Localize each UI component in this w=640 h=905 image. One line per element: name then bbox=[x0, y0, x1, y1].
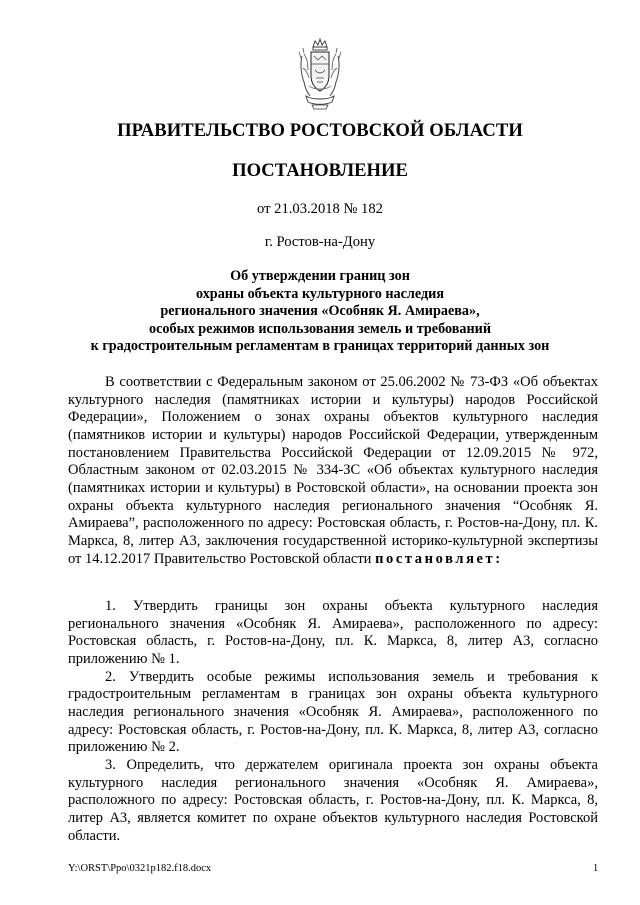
subject-line: охраны объекта культурного наследия bbox=[195, 285, 445, 302]
date-and-number: от 21.03.2018 № 182 bbox=[257, 201, 383, 217]
file-path: Y:\ORST\Ppo\0321p182.f18.docx bbox=[68, 863, 212, 874]
preamble-paragraph bbox=[68, 374, 598, 568]
resolves-keyword: постановляет: bbox=[375, 550, 503, 567]
city-line: г. Ростов-на-Дону bbox=[264, 234, 376, 250]
subject-line: регионального значения «Особняк Я. Амираева», bbox=[160, 303, 480, 320]
document-type: ПОСТАНОВЛЕНИЕ bbox=[232, 160, 408, 181]
document-subject bbox=[60, 268, 580, 356]
resolution-item: 1. Утвердить границы зон охраны объекта культурного наследия регионального значения «Особняк Я. Амираева», расположенного по адресу: Ростовская область, г. Ростов-на-Дону, пл. К. Маркса, 8, литер А3, согласно приложению № 1. bbox=[68, 598, 598, 667]
page-number: 1 bbox=[593, 863, 599, 874]
subject-line: Об утверждении границ зон bbox=[230, 268, 410, 284]
coat-of-arms-icon bbox=[298, 38, 342, 110]
subject-line: особых режимов использования земель и требований bbox=[148, 320, 492, 337]
subject-line: к градостроительным регламентам в границах территорий данных зон bbox=[90, 338, 550, 355]
resolution-items bbox=[68, 598, 598, 845]
government-title: ПРАВИТЕЛЬСТВО РОСТОВСКОЙ ОБЛАСТИ bbox=[117, 120, 523, 141]
preamble-text: В соответствии с Федеральным законом от 25.06.2002 № 73-ФЗ «Об объектах культурного наследия (памятниках истории и культуры) народов Российской Федерации», Положением о зонах охраны объектов культурного наследия (памятников истории и культуры) народов Российской Федерации, утвержденным постановлением Правительства Российской Федерации от 12.09.2015 № 972, Областным законом от 02.03.2015 № 334-ЗС «Об объектах культурного наследия (памятниках истории и культуры) в Ростовской области», на основании проекта зон охраны объекта культурного наследия регионального значения “Особняк Я. Амираева”, расположенного по адресу: Ростовская область, г. Ростов-на-Дону, пл. К. Маркса, 8, литер А3, заключения государственной историко-культурной экспертизы от 14.12.2017 Правительство Ростовской области bbox=[68, 374, 598, 567]
resolution-item: 2. Утвердить особые режимы использования земель и требования к градостроительным регламентам в границах зон охраны объекта культурного наследия регионального значения «Особняк Я. Амираева», расположенного по адресу: Ростовская область, г. Ростов-на-Дону, пл. К. Маркса, 8, литер А3, согласно приложению № 2. bbox=[68, 668, 598, 756]
resolution-item: 3. Определить, что держателем оригинала проекта зон охраны объекта культурного наследия регионального значения «Особняк Я. Амираева», расположного по адресу: Ростовская область, г. Ростов-на-Дону, пл. К. Маркса, 8, литер А3, является комитет по охране объектов культурного наследия Ростовской области. bbox=[68, 756, 598, 844]
preamble bbox=[68, 374, 598, 568]
